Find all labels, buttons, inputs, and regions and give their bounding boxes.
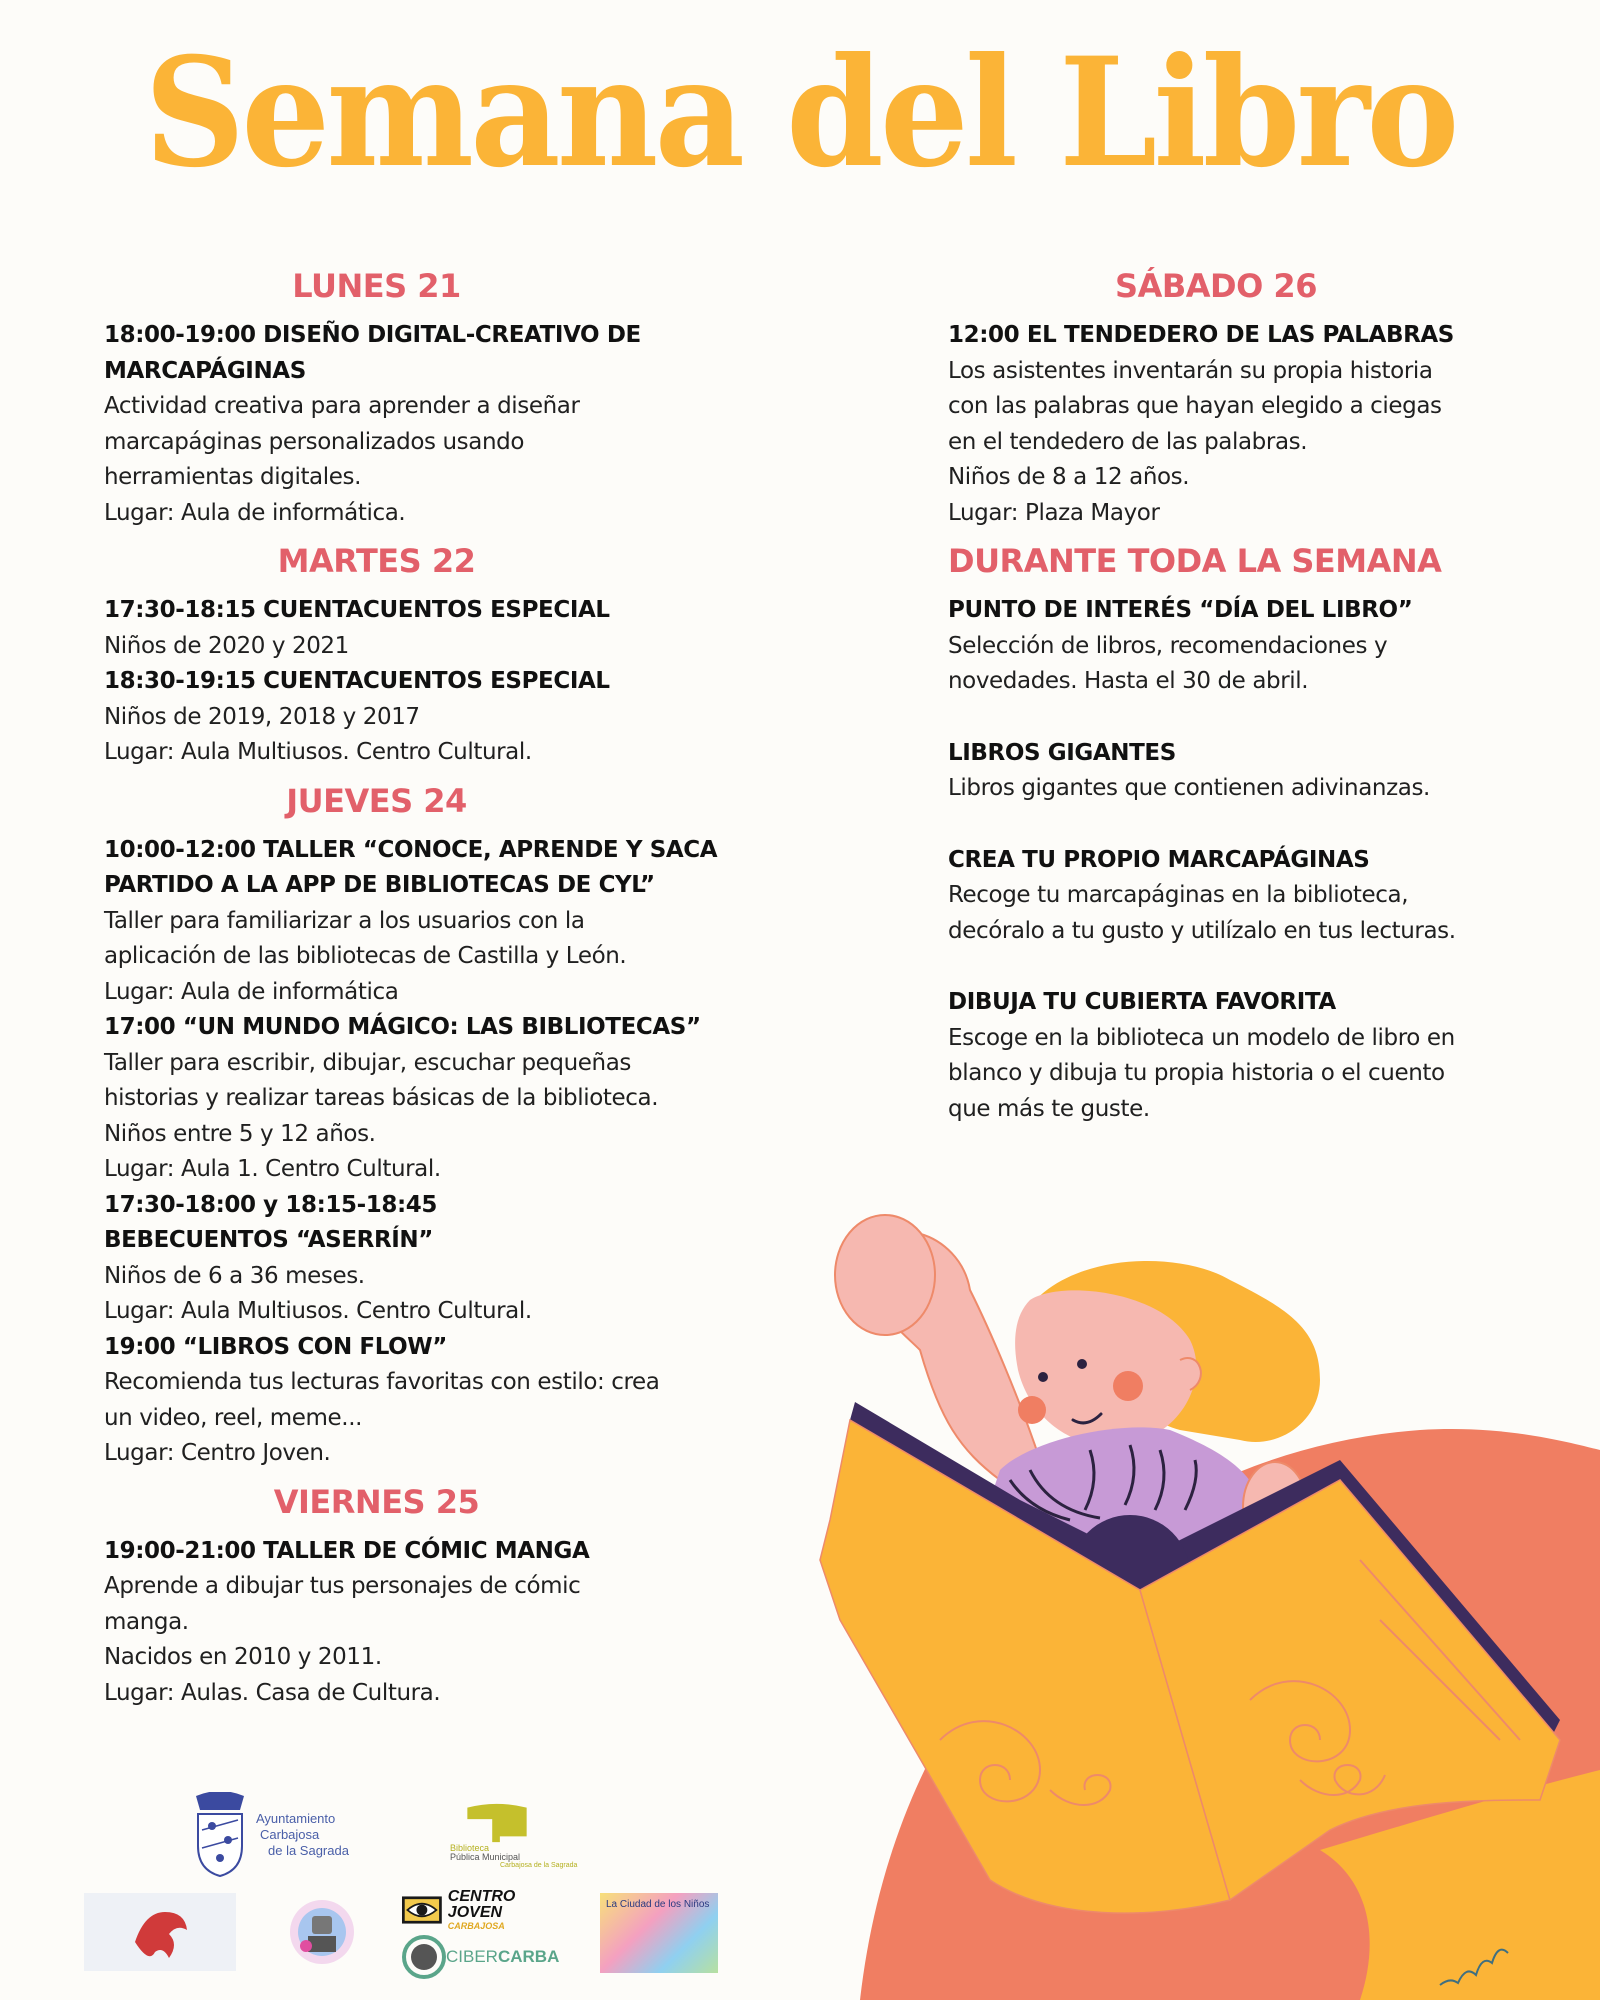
logo-text: Carbajosa (260, 1827, 320, 1842)
logo-text: CARBA (497, 1947, 560, 1966)
event-title: 10:00-12:00 TALLER “CONOCE, APRENDE Y SACA (104, 836, 718, 863)
logo-text: Biblioteca (450, 1843, 490, 1853)
event-description: historias y realizar tareas básicas de la biblioteca. (104, 1085, 659, 1111)
event-location: Lugar: Aula Multiusos. Centro Cultural. (104, 1298, 532, 1324)
event-description: Taller para escribir, dibujar, escuchar pequeñas (104, 1049, 631, 1076)
cibercarba-logo (402, 1935, 562, 1979)
day-section-sabado (948, 262, 1508, 531)
event-audience: Niños de 6 a 36 meses. (104, 1262, 365, 1289)
day-section-jueves (104, 777, 724, 1472)
day-heading: MARTES 22 (277, 542, 476, 580)
day-heading: JUEVES 24 (286, 781, 467, 820)
event (104, 593, 724, 771)
event-description: decóralo a tu gusto y utilízalo en tus lecturas. (948, 917, 1456, 944)
event-audience: Nacidos en 2010 y 2011. (104, 1644, 382, 1670)
event-title: BEBECUENTOS “ASERRÍN” (104, 1227, 433, 1253)
spacer (948, 700, 1508, 736)
event-title: 12:00 EL TENDEDERO DE LAS PALABRAS (948, 322, 1454, 348)
event-description: Aprende a dibujar tus personajes de cómic (104, 1573, 581, 1599)
event-title: 18:30-19:15 CUENTACUENTOS ESPECIAL (104, 668, 610, 694)
event-description: Escoge en la biblioteca un modelo de libro en (948, 1024, 1455, 1051)
event-title: 17:00 “UN MUNDO MÁGICO: LAS BIBLIOTECAS” (104, 1014, 701, 1040)
cheek-right (1113, 1371, 1143, 1401)
logo-text: Ayuntamiento (256, 1811, 336, 1826)
event-description: Los asistentes inventarán su propia historia (948, 357, 1433, 384)
event-audience: Niños de 2019, 2018 y 2017 (104, 703, 420, 730)
event (104, 833, 724, 1472)
event-description: en el tendedero de las palabras. (948, 428, 1308, 455)
day-heading: SÁBADO 26 (1115, 267, 1317, 305)
girl-reading-book-illustration (800, 1180, 1600, 2000)
coat-of-arms-icon (190, 1792, 250, 1878)
event-location: Lugar: Aula de informática. (104, 499, 406, 526)
event-title: 19:00-21:00 TALLER DE CÓMIC MANGA (104, 1537, 590, 1564)
day-section-lunes (104, 262, 724, 531)
logo-text: CIBER (446, 1947, 498, 1966)
event-description: marcapáginas personalizados usando (104, 428, 524, 455)
event-description: con las palabras que hayan elegido a ciegas (948, 393, 1442, 419)
event-title: 19:00 “LIBROS CON FLOW” (104, 1333, 447, 1360)
event (104, 318, 724, 531)
logo-text: CARBAJOSA (447, 1921, 505, 1931)
event-location: Lugar: Aula Multiusos. Centro Cultural. (104, 739, 532, 765)
centro-joven-logo (402, 1888, 562, 1931)
day-section-viernes (104, 1478, 724, 1712)
event-description: aplicación de las bibliotecas de Castilla y León. (104, 943, 627, 969)
event-title: 18:00-19:00 DISEÑO DIGITAL-CREATIVO DE (104, 322, 641, 348)
event-title: CREA TU PROPIO MARCAPÁGINAS (948, 846, 1370, 873)
event-title: 17:30-18:15 CUENTACUENTOS ESPECIAL (104, 597, 610, 623)
event-description: herramientas digitales. (104, 464, 361, 490)
day-heading: VIERNES 25 (273, 1482, 480, 1521)
logo-text: de la Sagrada (268, 1843, 349, 1858)
event-location: Lugar: Centro Joven. (104, 1440, 331, 1466)
schedule-right-column (948, 262, 1508, 1133)
event-location: Lugar: Aula 1. Centro Cultural. (104, 1156, 441, 1182)
eye-left (1038, 1372, 1048, 1382)
event-title: DIBUJA TU CUBIERTA FAVORITA (948, 989, 1336, 1015)
event-description: Recoge tu marcapáginas en la biblioteca, (948, 882, 1409, 908)
event-title: PARTIDO A LA APP DE BIBLIOTECAS DE CYL” (104, 872, 655, 898)
event-description: Taller para familiarizar a los usuarios con la (104, 907, 585, 934)
event-audience: Niños de 2020 y 2021 (104, 632, 349, 659)
day-section-toda-la-semana (948, 537, 1508, 1127)
event-location: Lugar: Aulas. Casa de Cultura. (104, 1679, 441, 1706)
red-figure-icon (125, 1902, 195, 1962)
day-section-martes (104, 537, 724, 771)
schedule-left-column (104, 262, 724, 1717)
event-description: Recomienda tus lecturas favoritas con estilo: crea (104, 1369, 660, 1395)
event (104, 1534, 724, 1712)
biblioteca-logo (450, 1800, 650, 1870)
event (948, 593, 1508, 1127)
event-title: MARCAPÁGINAS (104, 357, 306, 384)
eye-right (1077, 1359, 1087, 1369)
programa-logo (84, 1893, 236, 1971)
day-heading: DURANTE TODA LA SEMANA (948, 542, 1442, 580)
cheek-left (1018, 1396, 1046, 1424)
event-location: Lugar: Aula de informática (104, 978, 399, 1005)
event-title: LIBROS GIGANTES (948, 739, 1176, 766)
spacer (948, 949, 1508, 985)
event-description: Actividad creativa para aprender a diseñar (104, 393, 580, 419)
event (948, 318, 1508, 531)
event-description: un video, reel, meme... (104, 1404, 363, 1431)
event-location: Lugar: Plaza Mayor (948, 499, 1160, 526)
event-description: Selección de libros, recomendaciones y (948, 632, 1388, 659)
event-audience: Niños entre 5 y 12 años. (104, 1120, 376, 1147)
event-description: Libros gigantes que contienen adivinanzas. (948, 775, 1430, 801)
poster-title: Semana del Libro (144, 25, 1456, 201)
ciudad-ninos-logo (600, 1893, 718, 1973)
eye-icon (402, 1895, 442, 1925)
logo-text: Carbajosa de la Sagrada (500, 1862, 578, 1869)
robot-icon (286, 1894, 358, 1970)
fist (835, 1215, 935, 1335)
open-book-icon (462, 1800, 532, 1844)
event-audience: Niños de 8 a 12 años. (948, 464, 1190, 490)
event-title: PUNTO DE INTERÉS “DÍA DEL LIBRO” (948, 597, 1413, 623)
event-description: que más te guste. (948, 1095, 1150, 1122)
logo-text: La Ciudad de los Niños (606, 1899, 710, 1910)
event-description: blanco y dibuja tu propia historia o el cuento (948, 1060, 1445, 1086)
cibercarba-icon (402, 1935, 446, 1979)
ayuntamiento-logo (190, 1790, 380, 1880)
spacer (948, 807, 1508, 843)
event-description: novedades. Hasta el 30 de abril. (948, 668, 1309, 694)
logo-text: Pública Municipal (450, 1852, 521, 1862)
event-description: manga. (104, 1608, 189, 1635)
day-heading: LUNES 21 (292, 267, 461, 305)
aula-informatica-logo (282, 1893, 362, 1971)
event-title: 17:30-18:00 y 18:15-18:45 (104, 1191, 437, 1218)
logo-text: CENTRO JOVEN (447, 1888, 516, 1921)
